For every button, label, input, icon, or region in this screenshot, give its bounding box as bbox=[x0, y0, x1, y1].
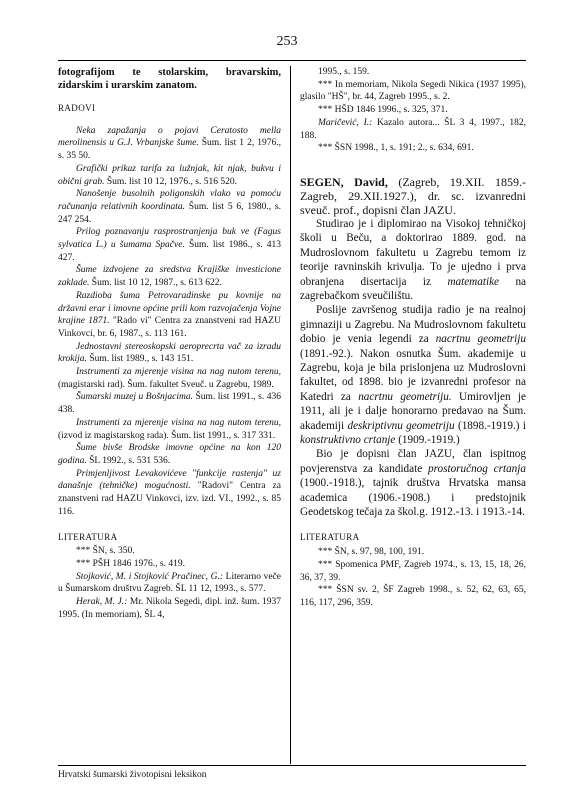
literature-item: *** Spomenica PMF, Zagreb 1974., s. 13, 15, 18, 26, 36, 37, 39. bbox=[300, 559, 526, 583]
literature-item bbox=[58, 558, 281, 571]
column-divider bbox=[290, 66, 291, 764]
bio-text: Bio je dopisni član JAZU, član ispitnog povjerenstva za kandidate bbox=[300, 448, 526, 475]
publication-item bbox=[58, 290, 281, 341]
literature-text: *** ŠN, s. 350. bbox=[76, 546, 135, 557]
publication-source: Šum. list 10 12, 1976., s. 516 520. bbox=[104, 176, 237, 187]
literature-item: *** ŠSN sv. 2, ŠF Zagreb 1998., s. 52, 62, 63, 65, 116, 117, 296, 359. bbox=[300, 585, 526, 608]
literature-text: 1995., s. 159. bbox=[318, 67, 370, 77]
publication-title: Primjenljivost Levakovićeve "funkcije rastenja" uz današnje (tehničke) mogućnosti. bbox=[58, 468, 281, 492]
publication-source: Šum. list 1991., s. 436 438. bbox=[58, 392, 281, 416]
publication-item bbox=[58, 442, 281, 467]
literatura-heading-right: LITERATURA bbox=[300, 532, 360, 543]
publication-title: Prilog poznavanju rasprostranjenja buk ve (Fagus sylvatica L.) u šumama Spačve. bbox=[58, 227, 281, 251]
bio-emphasis: konstruktivno crtanje bbox=[300, 434, 396, 447]
publication-source: ŠL 1992., s. 531 536. bbox=[86, 455, 171, 466]
publication-item bbox=[58, 125, 281, 163]
right-column bbox=[300, 66, 526, 610]
literature-text: *** PŠH 1846 1976., s. 419. bbox=[76, 558, 185, 569]
bio-text: Umirovljen je 1911, ali je i dalje honorarno predavao na Šum. akademiji bbox=[300, 390, 527, 432]
literature-item bbox=[58, 596, 281, 621]
bio-emphasis: prostoručnog crtanja bbox=[427, 462, 526, 475]
publication-item bbox=[58, 188, 281, 226]
publication-source: Šum. list 1 2, 1976., s. 35 50. bbox=[58, 138, 281, 162]
bio-paragraph bbox=[300, 217, 526, 303]
publication-source: Šum. list 5 6, 1980., s. 247 254. bbox=[58, 201, 281, 225]
literature-text: Kazalo autora... ŠL 3 4, 1997., 182, 188. bbox=[300, 117, 526, 141]
literature-item bbox=[58, 571, 281, 596]
publication-item bbox=[58, 341, 281, 366]
publication-source: Šum. list 1986., s. 413 427. bbox=[58, 240, 281, 263]
publication-item bbox=[58, 366, 281, 391]
literatura-list-right bbox=[300, 546, 526, 610]
bio-text: Poslije završenog studija radio je na realnoj gimnaziji u Zagrebu. Na Mudroslovnom fakultetu dobio je venia legendi za bbox=[300, 304, 526, 346]
literature-text: *** ŠSN 1998., 1, s. 191; 2., s. 634, 691. bbox=[318, 143, 474, 154]
radovi-heading: RADOVI bbox=[58, 103, 96, 113]
publication-item bbox=[58, 226, 281, 264]
header-rule bbox=[58, 60, 526, 61]
publication-title: Šume izdvojene za sredstva Krajiške investicione zaklade. bbox=[58, 265, 281, 289]
literature-text: Mr. Nikola Segedi, dipl. inž. šum. 1937 1995. (In memoriam), ŠL 4, bbox=[58, 597, 281, 620]
bio-paragraph bbox=[300, 447, 526, 519]
publication-title: Šumarski muzej u Bošnjacima. bbox=[76, 392, 193, 403]
publication-source: "Radovi" Centra za znanstveni rad HAZU Vinkovci, izv. izd. VI., 1992., s. 85 116. bbox=[58, 481, 281, 517]
publication-title: Instrumenti za mjerenje visina na nag nutom terenu, bbox=[76, 417, 281, 428]
publication-item bbox=[58, 163, 281, 188]
publication-item bbox=[58, 264, 281, 289]
literature-item bbox=[300, 104, 526, 117]
literatura-heading-left: LITERATURA bbox=[58, 531, 118, 542]
bio-text: (1891.-92.). Nakon osnutka Šum. akademije u Zagrebu, koja je bila prislonjena uz Mudroslovni fakultet, od 1898. bio je izvanredni profesor na Katedri za bbox=[300, 347, 526, 403]
literature-text: Literarno veče u Šumarskom društvu Zagreb. ŠL 11 12, 1993., s. 577. bbox=[58, 571, 281, 595]
bio-emphasis: nacrtnu geometriju bbox=[435, 333, 526, 346]
publication-title: Neka zapažanja o pojavi Ceratosto mella merolinensis u G.J. Vrbanjske šume. bbox=[58, 125, 281, 149]
literature-item bbox=[300, 66, 526, 79]
bio-text: (1898.-1919.) i bbox=[454, 419, 526, 432]
left-column bbox=[58, 66, 281, 621]
publication-title: Nanošenje busolnih poligonskih vlako va pomoću računanja relativnih koordinata. bbox=[58, 189, 281, 212]
publication-item bbox=[58, 391, 281, 416]
literature-author: Stojković, M. i Stojković Pračinec, G.: bbox=[76, 571, 224, 582]
bio-paragraph bbox=[300, 303, 526, 447]
bio-emphasis: nacrtnu geometriju. bbox=[358, 390, 452, 403]
publication-title: Šume bivše Brodske imovne općine na kon 120 godina. bbox=[58, 443, 281, 466]
bio-emphasis: matematike bbox=[447, 275, 500, 288]
literature-author: Herak, M. J.: bbox=[76, 597, 128, 608]
entry-dates: (Zagreb, 19.XII. 1859.- Zagreb, 29.XII.1927.), dr. sc. izvanredni sveuč. prof., dopisni član JAZU. bbox=[300, 174, 526, 217]
publication-title: Instrumenti za mjerenje visina na nag nutom terenu, bbox=[76, 367, 281, 378]
footer-rule bbox=[58, 765, 526, 766]
literature-item bbox=[300, 117, 526, 142]
publication-title: Grafički prikaz tarifa za lužnjak, kit njak, bukvu i obični grab. bbox=[58, 163, 281, 187]
biography bbox=[300, 217, 526, 520]
bio-text: (1909.-1919.) bbox=[395, 434, 460, 447]
bio-text: (1900.-1918.), tajnik društva Hrvatska mansa academica (1906.-1908.) i predstojnik Geodetskog tečaja za škol.g. 1912.-13. i 1913.-14. bbox=[300, 477, 526, 519]
publication-source: Šum. list 1989., s. 143 151. bbox=[86, 354, 194, 365]
entry-name: SEGEN, David, bbox=[300, 174, 388, 189]
publication-item bbox=[58, 468, 281, 519]
literature-text: *** In memoriam, Nikola Segedi Nikica (1937 1995), glasilo "HŠ", br. 44, Zagreb 1995., s. 2. bbox=[300, 79, 526, 103]
bio-text: Studirao je i diplomirao na Visokoj tehničkoj školi u Beču, a doktorirao 1889. god. na Mudroslovnom fakultetu u Zagrebu temom iz teorije ravninskih krivulja. To je ujedno i prva obranjena disertacija iz bbox=[300, 217, 526, 288]
bio-emphasis: deskriptivnu geometriju bbox=[347, 419, 455, 432]
entry-heading bbox=[300, 175, 526, 217]
page-number: 253 bbox=[276, 34, 298, 49]
publication-source: (magistarski rad). Šum. fakultet Sveuč. u Zagrebu, 1989. bbox=[58, 379, 274, 390]
literature-item: *** ŠN, s. 97, 98, 100, 191. bbox=[318, 547, 425, 558]
publication-source: Šum. list 10 12, 1987., s. 613 622. bbox=[89, 278, 222, 289]
radovi-list bbox=[58, 125, 281, 519]
publication-source: (izvod iz magistarskog rada). Šum. list 1991., s. 317 331. bbox=[58, 430, 276, 441]
publication-title: Razdioba šuma Petrovaradinske pu kovnije na državni erar i imovne općine prili kom razvojačenja Vojne krajine 1871. bbox=[58, 290, 281, 327]
publication-item bbox=[58, 417, 281, 442]
reference-list-continued bbox=[300, 66, 526, 155]
bio-text: na zagrebačkom sveučilištu. bbox=[300, 275, 527, 302]
literature-author: Maričević, I.: bbox=[318, 117, 373, 128]
intro-text: fotografijom te stolarskim, bravarskim, zidarskim i urarskim zanatom. bbox=[58, 67, 281, 91]
literature-item bbox=[300, 142, 526, 155]
literatura-list-left bbox=[58, 545, 281, 621]
literature-text: *** HŠD 1846 1996., s. 325, 371. bbox=[318, 105, 448, 116]
publication-source: "Rado vi" Centra za znanstveni rad HAZU Vinkovci, br. 6, 1987., s. 113 161. bbox=[58, 316, 281, 339]
literature-item bbox=[300, 79, 526, 104]
publication-title: Jednostavni stereoskopski aeroprecrta vač za izradu krokija. bbox=[58, 341, 281, 365]
literature-item bbox=[58, 545, 281, 558]
footer-text: Hrvatski šumarski životopisni leksikon bbox=[58, 770, 207, 780]
